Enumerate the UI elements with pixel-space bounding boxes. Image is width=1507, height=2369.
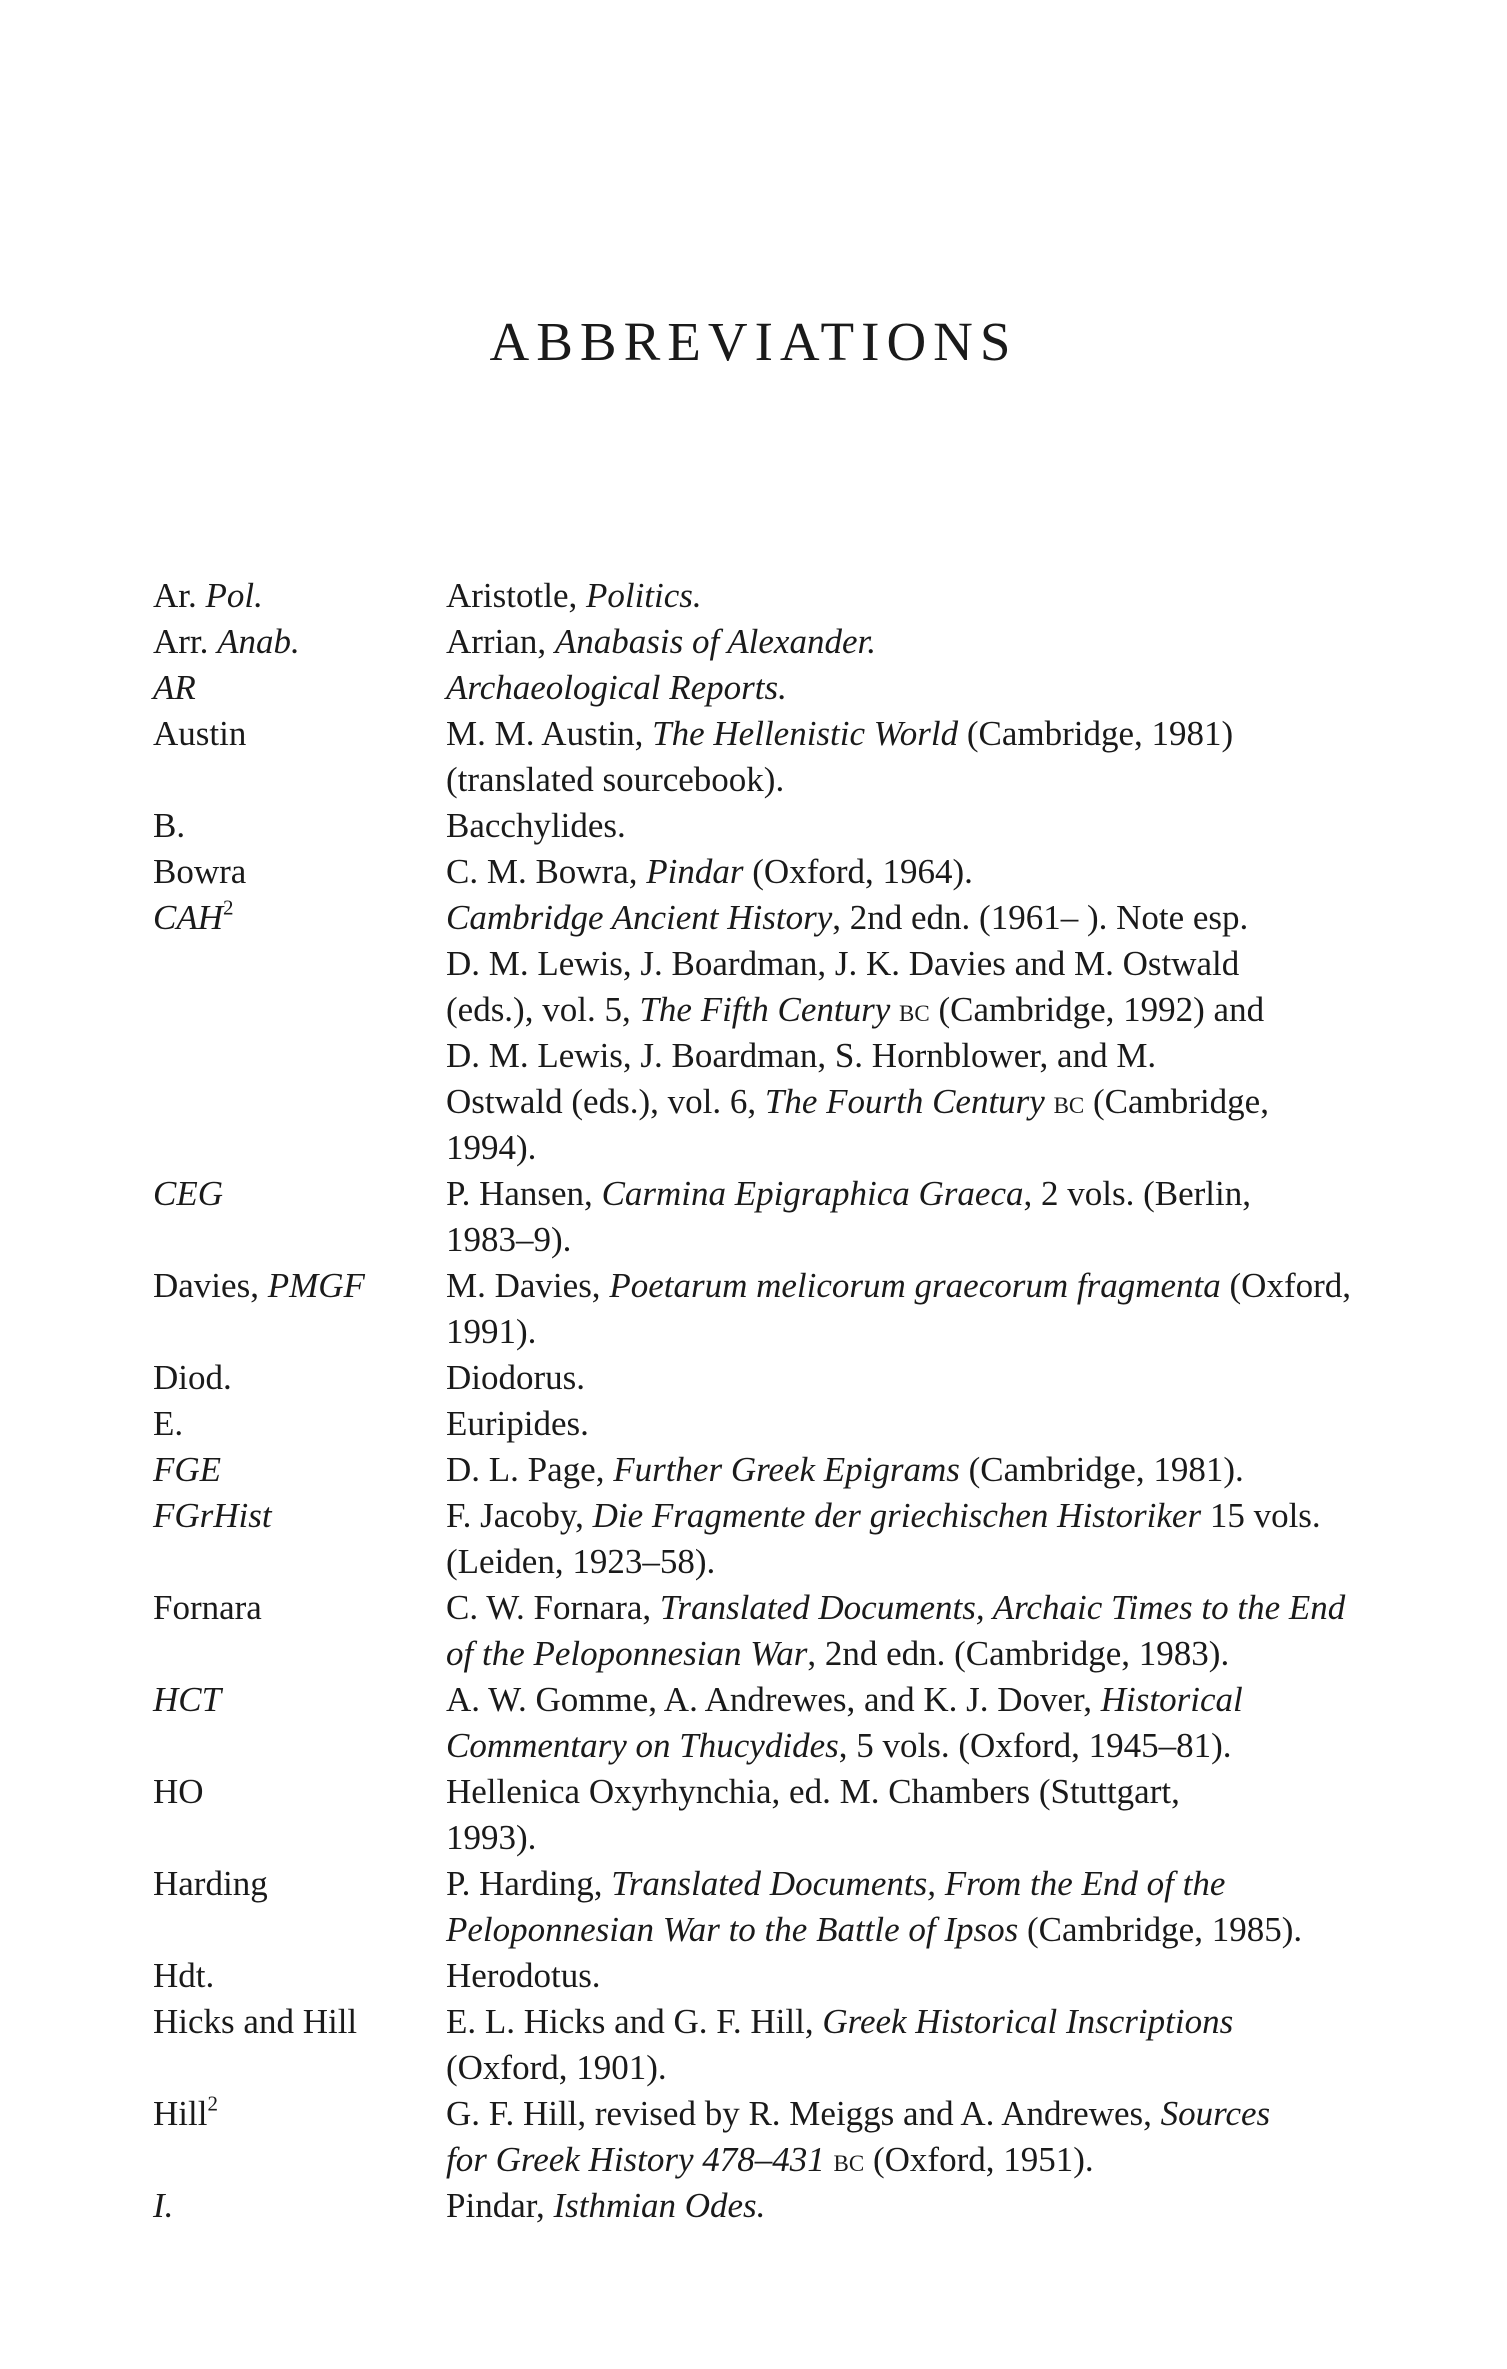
abbreviation-definition xyxy=(446,2091,1373,2183)
abbreviation-definition xyxy=(446,2183,1373,2229)
text-segment: 15 vols. xyxy=(1201,1496,1321,1535)
abbreviation-entry xyxy=(153,1585,1373,1677)
definition-line xyxy=(446,1539,1373,1585)
abbreviation-entry xyxy=(153,665,1373,711)
abbreviation-term xyxy=(153,1355,446,1401)
abbreviation-term xyxy=(153,1953,446,1999)
abbreviation-entry xyxy=(153,2091,1373,2183)
abbreviation-definition xyxy=(446,1999,1373,2091)
text-segment: Aristotle, xyxy=(446,576,586,615)
text-segment: The Fourth Century xyxy=(764,1082,1045,1121)
text-segment: Sources xyxy=(1160,2094,1271,2133)
definition-line xyxy=(446,1447,1373,1493)
abbreviation-entry xyxy=(153,1171,1373,1263)
text-segment: HCT xyxy=(153,1680,222,1719)
abbreviation-entry xyxy=(153,1447,1373,1493)
abbreviation-entry xyxy=(153,711,1373,803)
text-segment: (Cambridge, 1981). xyxy=(959,1450,1244,1489)
text-segment xyxy=(1045,1082,1054,1121)
text-segment: Hicks and Hill xyxy=(153,2002,358,2041)
definition-line xyxy=(446,1309,1373,1355)
text-segment: Greek Historical Inscriptions xyxy=(822,2002,1234,2041)
text-segment: Die Fragmente der griechischen Historiker xyxy=(592,1496,1202,1535)
text-segment: 1983–9). xyxy=(446,1220,572,1259)
abbreviation-definition xyxy=(446,1171,1373,1263)
text-segment: CAH xyxy=(153,898,223,937)
abbreviation-entry xyxy=(153,803,1373,849)
text-segment: Hill xyxy=(153,2094,208,2133)
text-segment: (Cambridge, xyxy=(1084,1082,1269,1121)
abbreviation-definition xyxy=(446,1355,1373,1401)
text-segment: bc xyxy=(899,992,930,1028)
abbreviation-term xyxy=(153,665,446,711)
definition-line xyxy=(446,1631,1373,1677)
text-segment: Hdt. xyxy=(153,1956,215,1995)
text-segment: , 2 vols. (Berlin, xyxy=(1023,1174,1251,1213)
abbreviation-term xyxy=(153,1999,446,2045)
abbreviation-term xyxy=(153,711,446,757)
text-segment: Archaeological Reports. xyxy=(446,668,787,707)
abbreviation-term xyxy=(153,2091,446,2137)
abbreviation-definition xyxy=(446,1493,1373,1585)
definition-line xyxy=(446,1125,1373,1171)
abbreviation-entry xyxy=(153,2183,1373,2229)
abbreviation-entry xyxy=(153,1493,1373,1585)
text-segment: C. W. Fornara, xyxy=(446,1588,660,1627)
abbreviation-definition xyxy=(446,803,1373,849)
text-segment: 1993). xyxy=(446,1818,537,1857)
text-segment: E. L. Hicks and G. F. Hill, xyxy=(446,2002,823,2041)
text-segment: Cambridge Ancient History xyxy=(446,898,833,937)
abbreviation-term xyxy=(153,619,446,665)
definition-line xyxy=(446,1861,1373,1907)
text-segment: Bowra xyxy=(153,852,247,891)
abbreviation-term xyxy=(153,1263,446,1309)
abbreviation-entry xyxy=(153,1769,1373,1861)
abbreviation-definition xyxy=(446,1263,1373,1355)
text-segment: AR xyxy=(153,668,196,707)
abbreviation-entry xyxy=(153,1953,1373,1999)
abbreviation-term xyxy=(153,1769,446,1815)
definition-line xyxy=(446,2137,1373,2183)
abbreviation-term xyxy=(153,1493,446,1539)
abbreviation-definition xyxy=(446,1447,1373,1493)
text-segment: P. Hansen, xyxy=(446,1174,602,1213)
text-segment: Politics. xyxy=(585,576,702,615)
definition-line xyxy=(446,1907,1373,1953)
definition-line xyxy=(446,1033,1373,1079)
text-segment: Fornara xyxy=(153,1588,262,1627)
abbreviation-entry xyxy=(153,1677,1373,1769)
abbreviation-term xyxy=(153,895,446,941)
abbreviation-entry xyxy=(153,619,1373,665)
text-segment: A. W. Gomme, A. Andrewes, and K. J. Dover, xyxy=(446,1680,1101,1719)
text-segment: D. L. Page, xyxy=(446,1450,614,1489)
text-segment: E. xyxy=(153,1404,184,1443)
text-segment: , 5 vols. (Oxford, 1945–81). xyxy=(838,1726,1232,1765)
abbreviation-term xyxy=(153,2183,446,2229)
text-segment: The Fifth Century xyxy=(639,990,891,1029)
abbreviation-definition xyxy=(446,573,1373,619)
page-title: ABBREVIATIONS xyxy=(489,311,1018,372)
text-segment xyxy=(825,2140,834,2179)
definition-line xyxy=(446,2091,1373,2137)
abbreviation-definition xyxy=(446,849,1373,895)
text-segment: Historical xyxy=(1100,1680,1243,1719)
definition-line xyxy=(446,1355,1373,1401)
abbreviation-entry xyxy=(153,1355,1373,1401)
text-segment: I. xyxy=(153,2186,174,2225)
text-segment: of the Peloponnesian War xyxy=(446,1634,808,1673)
definition-line xyxy=(446,665,1373,711)
text-segment: M. Davies, xyxy=(446,1266,610,1305)
text-segment: Anabasis of Alexander. xyxy=(554,622,876,661)
abbreviation-definition xyxy=(446,1769,1373,1861)
text-segment: Euripides. xyxy=(446,1404,589,1443)
text-segment: D. M. Lewis, J. Boardman, S. Hornblower, and M. xyxy=(446,1036,1157,1075)
definition-line xyxy=(446,1677,1373,1723)
abbreviation-definition xyxy=(446,711,1373,803)
definition-line xyxy=(446,619,1373,665)
abbreviation-definition xyxy=(446,619,1373,665)
abbreviation-entry xyxy=(153,849,1373,895)
definition-line xyxy=(446,1217,1373,1263)
definition-line xyxy=(446,941,1373,987)
abbreviation-definition xyxy=(446,895,1373,1171)
definition-line xyxy=(446,1079,1373,1125)
abbreviation-definition xyxy=(446,1401,1373,1447)
text-segment: Ar. xyxy=(153,576,206,615)
text-segment: for Greek History 478–431 xyxy=(446,2140,825,2179)
definition-line xyxy=(446,803,1373,849)
text-segment: (Oxford, 1964). xyxy=(743,852,973,891)
text-segment: FGrHist xyxy=(153,1496,272,1535)
text-segment: Diod. xyxy=(153,1358,232,1397)
definition-line xyxy=(446,1723,1373,1769)
text-segment: (Oxford, xyxy=(1220,1266,1352,1305)
text-segment: Hellenica Oxyrhynchia, ed. M. Chambers (Stuttgart, xyxy=(446,1772,1180,1811)
definition-line xyxy=(446,1953,1373,1999)
text-segment: The Hellenistic World xyxy=(652,714,959,753)
definition-line xyxy=(446,1769,1373,1815)
text-segment: Pindar, xyxy=(446,2186,554,2225)
text-segment: F. Jacoby, xyxy=(446,1496,593,1535)
text-segment: Austin xyxy=(153,714,247,753)
text-segment: FGE xyxy=(153,1450,222,1489)
text-segment: Diodorus. xyxy=(446,1358,586,1397)
text-segment: C. M. Bowra, xyxy=(446,852,647,891)
abbreviation-entry xyxy=(153,573,1373,619)
definition-line xyxy=(446,1999,1373,2045)
text-segment: Peloponnesian War to the Battle of Ipsos xyxy=(446,1910,1019,1949)
definition-line xyxy=(446,1401,1373,1447)
abbreviations-list xyxy=(153,573,1373,2229)
text-segment: (translated sourcebook). xyxy=(446,760,785,799)
text-segment: D. M. Lewis, J. Boardman, J. K. Davies and M. Ostwald xyxy=(446,944,1240,983)
text-segment: Bacchylides. xyxy=(446,806,626,845)
text-segment: CEG xyxy=(153,1174,223,1213)
text-segment: P. Harding, xyxy=(446,1864,612,1903)
definition-line xyxy=(446,1171,1373,1217)
text-segment: (Cambridge, 1981) xyxy=(958,714,1234,753)
abbreviation-definition xyxy=(446,665,1373,711)
definition-line xyxy=(446,711,1373,757)
text-segment: Herodotus. xyxy=(446,1956,601,1995)
text-segment: Pol. xyxy=(205,576,263,615)
abbreviation-entry xyxy=(153,895,1373,1171)
definition-line xyxy=(446,895,1373,941)
text-segment: bc xyxy=(1053,1084,1085,1120)
text-segment xyxy=(890,990,899,1029)
text-segment: Harding xyxy=(153,1864,268,1903)
text-segment: (Oxford, 1901). xyxy=(446,2048,667,2087)
definition-line xyxy=(446,573,1373,619)
text-segment: Arr. xyxy=(153,622,218,661)
text-segment: M. M. Austin, xyxy=(446,714,653,753)
text-segment: Translated Documents, From the End of the xyxy=(611,1864,1226,1903)
text-segment: , 2nd edn. (1961– ). Note esp. xyxy=(832,898,1249,937)
abbreviation-definition xyxy=(446,1953,1373,1999)
text-segment: Ostwald (eds.), vol. 6, xyxy=(446,1082,765,1121)
abbreviation-term xyxy=(153,803,446,849)
text-segment: Pindar xyxy=(646,852,744,891)
text-segment: Poetarum melicorum graecorum fragmenta xyxy=(609,1266,1221,1305)
text-segment: Isthmian Odes. xyxy=(553,2186,766,2225)
text-segment: PMGF xyxy=(267,1266,365,1305)
abbreviation-term xyxy=(153,1171,446,1217)
superscript: 2 xyxy=(207,2091,218,2116)
text-segment: (Cambridge, 1992) and xyxy=(929,990,1265,1029)
definition-line xyxy=(446,1585,1373,1631)
text-segment: (Oxford, 1951). xyxy=(864,2140,1094,2179)
text-segment: B. xyxy=(153,806,186,845)
text-segment: Carmina Epigraphica Graeca xyxy=(601,1174,1024,1213)
text-segment: 1991). xyxy=(446,1312,537,1351)
text-segment: Commentary on Thucydides xyxy=(446,1726,839,1765)
abbreviation-term xyxy=(153,1861,446,1907)
abbreviation-term xyxy=(153,849,446,895)
abbreviation-entry xyxy=(153,1263,1373,1355)
abbreviation-entry xyxy=(153,1401,1373,1447)
definition-line xyxy=(446,987,1373,1033)
abbreviation-definition xyxy=(446,1585,1373,1677)
definition-line xyxy=(446,1493,1373,1539)
text-segment: G. F. Hill, revised by R. Meiggs and A. Andrewes, xyxy=(446,2094,1161,2133)
abbreviation-entry xyxy=(153,1999,1373,2091)
abbreviation-entry xyxy=(153,1861,1373,1953)
text-segment: Translated Documents, Archaic Times to the End xyxy=(659,1588,1346,1627)
definition-line xyxy=(446,1815,1373,1861)
definition-line xyxy=(446,1263,1373,1309)
abbreviation-term xyxy=(153,1677,446,1723)
abbreviation-term xyxy=(153,573,446,619)
abbreviation-definition xyxy=(446,1677,1373,1769)
text-segment: 1994). xyxy=(446,1128,537,1167)
definition-line xyxy=(446,757,1373,803)
text-segment: (Cambridge, 1985). xyxy=(1018,1910,1303,1949)
text-segment: Davies, xyxy=(153,1266,268,1305)
text-segment: (Leiden, 1923–58). xyxy=(446,1542,716,1581)
abbreviation-term xyxy=(153,1585,446,1631)
definition-line xyxy=(446,2045,1373,2091)
definition-line xyxy=(446,2183,1373,2229)
text-segment: bc xyxy=(833,2142,865,2178)
abbreviation-term xyxy=(153,1401,446,1447)
definition-line xyxy=(446,849,1373,895)
text-segment: , 2nd edn. (Cambridge, 1983). xyxy=(807,1634,1230,1673)
text-segment: HO xyxy=(153,1772,204,1811)
abbreviation-definition xyxy=(446,1861,1373,1953)
superscript: 2 xyxy=(223,895,234,920)
text-segment: (eds.), vol. 5, xyxy=(446,990,640,1029)
text-segment: Arrian, xyxy=(446,622,555,661)
abbreviation-term xyxy=(153,1447,446,1493)
text-segment: Further Greek Epigrams xyxy=(613,1450,960,1489)
text-segment: Anab. xyxy=(217,622,300,661)
